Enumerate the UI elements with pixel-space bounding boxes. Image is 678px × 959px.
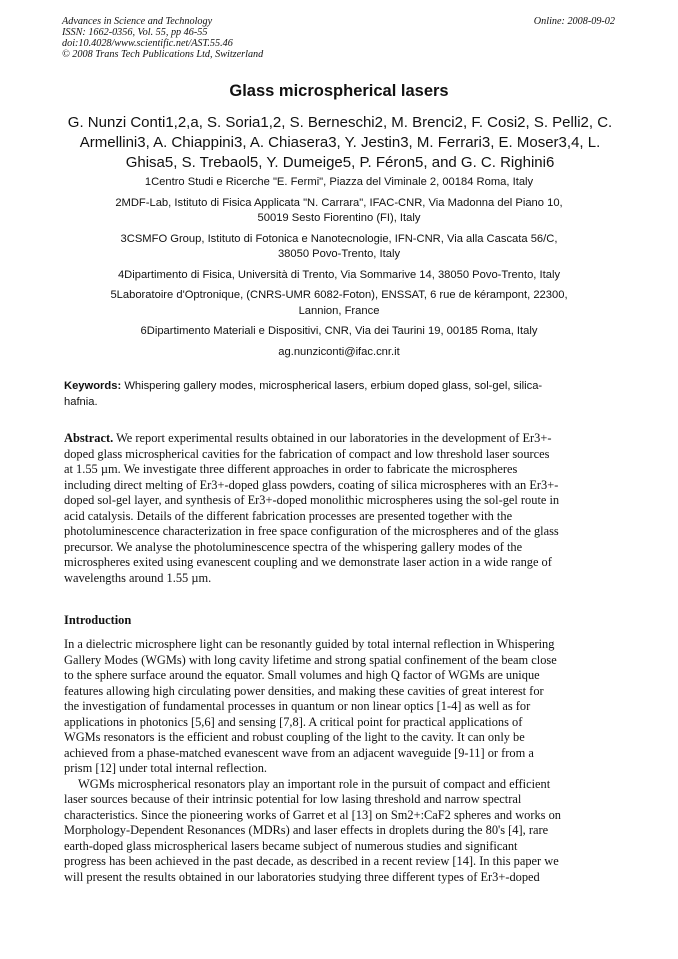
- keywords-text-1: Whispering gallery modes, microspherical lasers, erbium doped glass, sol-gel, silica-: [124, 380, 543, 392]
- affiliation-2-line-1: 2MDF-Lab, Istituto di Fisica Applicata "N. Carrara", IFAC-CNR, Via Madonna del Piano 10,: [115, 196, 563, 209]
- affiliation-2: [60, 196, 618, 227]
- intro-line: features allowing high circulating power densities, and making these cavities of great interest for: [64, 683, 544, 698]
- author-list: [60, 113, 620, 173]
- journal-header: [62, 16, 263, 60]
- contact-email[interactable]: [60, 345, 618, 361]
- intro-line: the investigation of fundamental processes in quantum or non linear optics [1-4] as well as for: [64, 699, 531, 713]
- abstract-line: microspheres exited using evanescent coupling and we demonstrate laser action in a wide range of: [64, 555, 552, 569]
- affiliation-4: [60, 268, 618, 284]
- author-line-2: Armellini3, A. Chiappini3, A. Chiasera3, Y. Jestin3, M. Ferrari3, E. Moser3,4, L.: [79, 134, 601, 151]
- intro-line: applications in photonics [5,6] and sensing [7,8]. A critical point for practical applications of: [64, 714, 523, 729]
- intro-line: characteristics. Since the pioneering works of Garret et al [13] on Sm2+:CaF2 spheres and works on: [64, 807, 561, 822]
- introduction-heading: Introduction: [64, 613, 132, 627]
- author-line-1: G. Nunzi Conti1,2,a, S. Soria1,2, S. Berneschi2, M. Brenci2, F. Cosi2, S. Pelli2, C.: [67, 114, 613, 131]
- abstract-line: precursor. We analyse the photoluminescence spectra of the whispering gallery modes of the: [64, 539, 523, 554]
- intro-line: Gallery Modes (WGMs) with long cavity lifetime and strong spatial confinement of the beam close: [64, 652, 557, 667]
- intro-line: achieved from a phase-matched evanescent wave from an adjacent waveguide [9-11] or from a: [64, 745, 534, 760]
- affiliation-6-text: 6Dipartimento Materiali e Dispositivi, CNR, Via dei Taurini 19, 00185 Roma, Italy: [140, 325, 538, 337]
- intro-line: In a dielectric microsphere light can be resonantly guided by total internal reflection in Whispering: [64, 637, 555, 651]
- affiliation-5-line-2: Lannion, France: [298, 304, 380, 317]
- intro-line: earth-doped glass microspherical lasers became subject of numerous studies and significant: [64, 838, 518, 853]
- affiliation-1-text: 1Centro Studi e Ricerche "E. Fermi", Piazza del Viminale 2, 00184 Roma, Italy: [144, 176, 534, 188]
- affiliation-2-line-2: 50019 Sesto Fiorentino (FI), Italy: [257, 212, 421, 224]
- abstract-section: [64, 431, 617, 586]
- keywords-line-1: [64, 379, 616, 395]
- abstract-line: doped glass microspherical cavities for the fabrication of compact and low threshold laser sources: [64, 446, 550, 461]
- introduction-section: [64, 637, 617, 885]
- abstract-line: at 1.55 µm. We investigate three different approaches in order to fabricate the microspheres: [64, 462, 518, 476]
- affiliation-6: [60, 324, 618, 340]
- abstract-line: [64, 431, 617, 447]
- intro-line: laser sources because of their intrinsic potential for low lasing threshold and narrow spectral: [64, 792, 522, 806]
- affiliation-4-text: 4Dipartimento di Fisica, Università di Trento, Via Sommarive 14, 38050 Povo-Trento, Italy: [117, 268, 561, 281]
- journal-name: Advances in Science and Technology: [62, 16, 213, 27]
- affiliation-3-line-1: 3CSMFO Group, Istituto di Fotonica e Nanotecnologie, IFN-CNR, Via alla Cascata 56/C,: [120, 232, 558, 245]
- journal-copyright: © 2008 Trans Tech Publications Ltd, Switzerland: [62, 49, 264, 60]
- abstract-text: We report experimental results obtained in our laboratories in the development of Er3+-: [116, 431, 552, 445]
- keywords-section: [64, 379, 616, 410]
- keywords-text-2: hafnia.: [64, 395, 98, 408]
- journal-issn: ISSN: 1662-0356, Vol. 55, pp 46-55: [62, 27, 208, 38]
- abstract-label: Abstract.: [64, 431, 114, 445]
- journal-doi: doi:10.4028/www.scientific.net/AST.55.46: [62, 38, 233, 49]
- online-date: Online: 2008-09-02: [533, 16, 615, 27]
- author-line-3: Ghisa5, S. Trebaol5, Y. Dumeige5, P. Féron5, and G. C. Righini6: [125, 154, 555, 171]
- affiliations: [60, 175, 618, 365]
- affiliation-3: [60, 232, 618, 263]
- abstract-line: including direct melting of Er3+-doped glass powders, coating of silica microspheres with an Er3+-: [64, 477, 559, 492]
- intro-line: Morphology-Dependent Resonances (MDRs) and laser effects in droplets during the 80's [4], rare: [64, 823, 549, 837]
- intro-line: to the sphere surface around the equator. Small volumes and high Q factor of WGMs are unique: [64, 668, 540, 682]
- email-link[interactable]: ag.nunziconti@ifac.cnr.it: [278, 345, 400, 358]
- abstract-line: doped sol-gel layer, and synthesis of Er3+-doped monolithic microspheres using the sol-gel route in: [64, 493, 560, 507]
- affiliation-5-line-1: 5Laboratoire d'Optronique, (CNRS-UMR 6082-Foton), ENSSAT, 6 rue de kérampont, 22300,: [110, 289, 568, 301]
- affiliation-5: [60, 288, 618, 319]
- affiliation-3-line-2: 38050 Povo-Trento, Italy: [277, 248, 401, 260]
- abstract-line: wavelengths around 1.55 µm.: [64, 570, 212, 585]
- abstract-line: photoluminescence characterization in free space configuration of the microspheres and of the glass: [64, 524, 559, 538]
- keywords-label: Keywords:: [64, 380, 122, 392]
- intro-line: progress has been achieved in the past decade, as described in a recent review [14]. In this paper we: [64, 854, 559, 868]
- affiliation-1: [60, 175, 618, 191]
- intro-line: WGMs resonators is the efficient and robust coupling of the light to the cavity. It can only be: [64, 730, 525, 744]
- paper-title: Glass microspherical lasers: [229, 82, 449, 100]
- intro-line: will present the results obtained in our laboratories studying three different types of Er3+-doped: [64, 869, 540, 884]
- abstract-line: acid catalysis. Details of the different fabrication processes are presented together with the: [64, 508, 513, 523]
- intro-line: WGMs microspherical resonators play an important role in the pursuit of compact and efficient: [78, 776, 551, 791]
- intro-line: prism [12] under total internal reflection.: [64, 761, 267, 775]
